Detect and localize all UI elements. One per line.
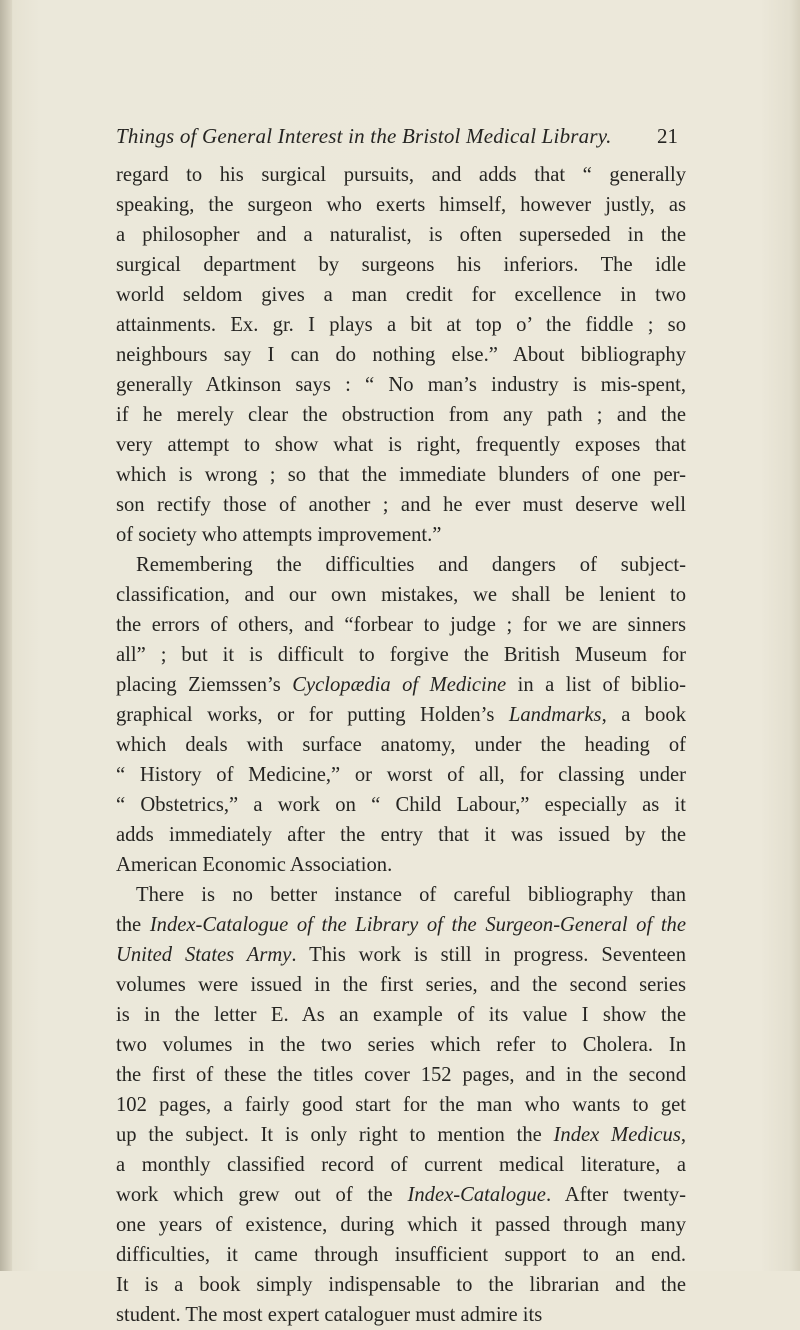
page-binding-edge bbox=[0, 0, 12, 1271]
text-line: United States Army. This work is still in progress. Seventeen bbox=[116, 944, 686, 966]
text-line: which is wrong ; so that the immediate blunders of one per- bbox=[116, 464, 686, 486]
text-line: son rectify those of another ; and he ever must deserve well bbox=[116, 494, 686, 516]
text-line: adds immediately after the entry that it was issued by the bbox=[116, 824, 686, 846]
text-line: of society who attempts improvement.” bbox=[116, 524, 442, 546]
text-line: very attempt to show what is right, frequently exposes that bbox=[116, 434, 686, 456]
text-line: There is no better instance of careful bibliography than bbox=[136, 884, 686, 906]
text-line: graphical works, or for putting Holden’s Landmarks, a book bbox=[116, 704, 686, 726]
text-line: work which grew out of the Index-Catalogue. After twenty- bbox=[116, 1184, 686, 1206]
page-number: 21 bbox=[657, 124, 678, 148]
text-line: which deals with surface anatomy, under the heading of bbox=[116, 734, 686, 756]
text-line: “ Obstetrics,” a work on “ Child Labour,” especially as it bbox=[116, 794, 686, 816]
text-line: world seldom gives a man credit for excellence in two bbox=[116, 284, 686, 306]
text-line: generally Atkinson says : “ No man’s industry is mis-spent, bbox=[116, 374, 686, 396]
text-line: American Economic Association. bbox=[116, 854, 393, 876]
text-line: neighbours say I can do nothing else.” About bibliography bbox=[116, 344, 686, 366]
text-line: the errors of others, and “forbear to judge ; for we are sinners bbox=[116, 614, 686, 636]
text-line: up the subject. It is only right to mention the Index Medicus, bbox=[116, 1124, 686, 1146]
text-line: a philosopher and a naturalist, is often superseded in the bbox=[116, 224, 686, 246]
text-line: the Index-Catalogue of the Library of the Surgeon-General of the bbox=[116, 914, 686, 936]
running-title: Things of General Interest in the Bristol Medical Library. bbox=[116, 124, 612, 148]
text-line: It is a book simply indispensable to the librarian and the bbox=[116, 1274, 686, 1296]
text-line: regard to his surgical pursuits, and adds that “ generally bbox=[116, 164, 686, 186]
text-line: Remembering the difficulties and dangers of subject- bbox=[136, 554, 686, 576]
text-line: placing Ziemssen’s Cyclopædia of Medicine in a list of biblio- bbox=[116, 674, 686, 696]
text-line: the first of these the titles cover 152 pages, and in the second bbox=[116, 1064, 686, 1086]
text-line: two volumes in the two series which refer to Cholera. In bbox=[116, 1034, 686, 1056]
body-text bbox=[116, 160, 686, 1330]
text-line: if he merely clear the obstruction from any path ; and the bbox=[116, 404, 686, 426]
text-line: speaking, the surgeon who exerts himself, however justly, as bbox=[116, 194, 686, 216]
text-line: all” ; but it is difficult to forgive the British Museum for bbox=[116, 644, 686, 666]
text-line: student. The most expert cataloguer must admire its bbox=[116, 1304, 543, 1326]
text-line: a monthly classified record of current medical literature, a bbox=[116, 1154, 686, 1176]
text-line: is in the letter E. As an example of its value I show the bbox=[116, 1004, 686, 1026]
text-line: classification, and our own mistakes, we shall be lenient to bbox=[116, 584, 686, 606]
text-line: attainments. Ex. gr. I plays a bit at top o’ the fiddle ; so bbox=[116, 314, 686, 336]
text-line: “ History of Medicine,” or worst of all, for classing under bbox=[116, 764, 686, 786]
text-line: volumes were issued in the first series, and the second series bbox=[116, 974, 686, 996]
text-line: one years of existence, during which it passed through many bbox=[116, 1214, 686, 1236]
text-line: difficulties, it came through insufficient support to an end. bbox=[116, 1244, 686, 1266]
text-line: surgical department by surgeons his inferiors. The idle bbox=[116, 254, 686, 276]
text-line: 102 pages, a fairly good start for the man who wants to get bbox=[116, 1094, 686, 1116]
